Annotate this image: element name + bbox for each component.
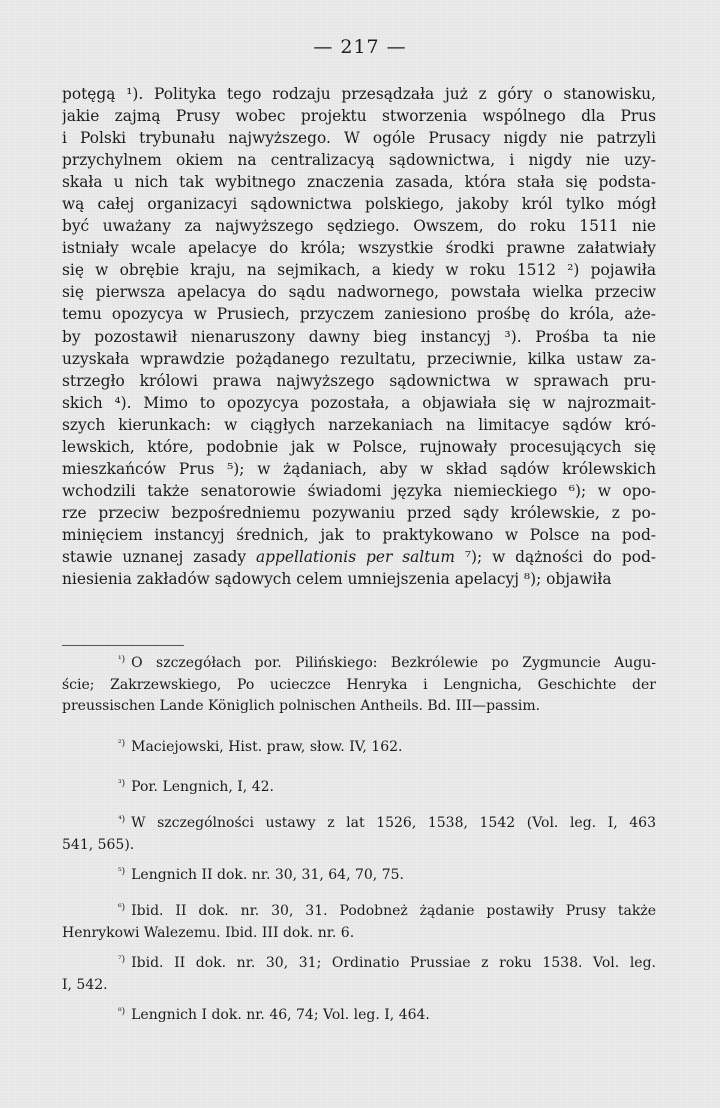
text-line: być uważany za najwyższego sędziego. Owszem, do roku 1511 nie: [62, 217, 656, 236]
text-line: temu opozycya w Prusiech, przyczem zaniesiono prośbę do króla, aże-: [62, 305, 656, 324]
text-line: potęgą ¹). Polityka tego rodzaju przesądzała już z góry o stanowisku,: [62, 85, 656, 103]
text-line: jakie zajmą Prusy wobec projektu stworzenia wspólnego dla Prus: [62, 107, 656, 126]
text-line: wą całej organizacyi sądownictwa polskiego, jakoby król tylko mógł: [62, 195, 656, 214]
footnote-text: ście; Zakrzewskiego, Po ucieczce Henryka i Lengnicha, Geschichte der: [62, 676, 656, 693]
text-line: przychylnem okiem na centralizacyą sądownictwa, i nigdy nie uzy-: [62, 151, 656, 170]
footnote: [62, 901, 656, 944]
text-line: się pierwsza apelacya do sądu nadwornego, powstała wielka przeciw: [62, 283, 656, 302]
footnote-text: Ibid. II dok. nr. 30, 31. Podobneż żądanie postawiły Prusy także: [131, 903, 656, 919]
footnote-text: Henrykowi Walezemu. Ibid. III dok. nr. 6.: [62, 924, 355, 941]
footnote: [62, 865, 656, 887]
text-line: istniały wcale apelacye do króla; wszystkie środki prawne załatwiały: [62, 239, 656, 258]
latin-phrase: appellationis per saltum: [255, 547, 455, 566]
text-line: strzegło królowi prawa najwyższego sądownictwa w sprawach pru-: [62, 371, 656, 390]
text-line: szych kierunkach: w ciągłych narzekaniach na limitacye sądów kró-: [62, 415, 656, 434]
page-number: — 217 —: [313, 36, 407, 58]
footnote-text: 541, 565).: [62, 836, 135, 853]
footnote-marker: ²): [118, 739, 126, 749]
footnote-divider: [62, 645, 184, 646]
text-line: niesienia zakładów sądowych celem umniejszenia apelacyj ⁸); objawiła: [62, 570, 612, 589]
text-line: minięciem instancyj średnich, jak to praktykowano w Polsce na pod-: [62, 525, 656, 544]
footnote-marker: ⁵): [118, 867, 126, 877]
text-line: i Polski trybunału najwyższego. W ogóle Prusacy nigdy nie patrzyli: [62, 129, 656, 148]
footnote-text: Lengnich I dok. nr. 46, 74; Vol. leg. I, 464.: [131, 1007, 430, 1023]
footnote-marker: ³): [118, 779, 126, 789]
footnote-text: preussischen Lande Königlich polnischen Antheils. Bd. III—passim.: [62, 698, 541, 714]
footnote-marker: ⁷): [118, 955, 126, 965]
footnote-text: Lengnich II dok. nr. 30, 31, 64, 70, 75.: [131, 867, 404, 883]
text-line: skała u nich tak wybitnego znaczenia zasada, która stała się podsta-: [62, 173, 656, 192]
footnote-text: Maciejowski, Hist. praw, słow. IV, 162.: [131, 739, 403, 755]
footnote: [62, 813, 656, 856]
footnote-text: Por. Lengnich, I, 42.: [131, 779, 274, 795]
footnote-marker: ⁴): [118, 815, 126, 825]
footnote: [62, 953, 656, 996]
footnote: [62, 737, 656, 759]
footnote-text: O szczegółach por. Pilińskiego: Bezkrólewie po Zygmuncie Augu-: [131, 655, 656, 671]
footnote: [62, 1005, 656, 1027]
footnote: [62, 777, 656, 799]
text-line: lewskich, które, podobnie jak w Polsce, rujnowały procesujących się: [62, 437, 656, 456]
footnote-marker: ⁶): [118, 903, 126, 913]
text-line: wchodzili także senatorowie świadomi języka niemieckiego ⁶); w opo-: [62, 481, 656, 500]
text-line: by pozostawił nienaruszony dawny bieg instancyj ³). Prośba ta nie: [62, 327, 656, 346]
text-line: się w obrębie kraju, na sejmikach, a kiedy w roku 1512 ²) pojawiła: [62, 261, 656, 280]
footnote-marker: ⁸): [118, 1007, 126, 1017]
text-line: skich ⁴). Mimo to opozycya pozostała, a objawiała się w najrozmait-: [62, 393, 656, 412]
main-text: [62, 83, 656, 590]
footnote-text: W szczególności ustawy z lat 1526, 1538, 1542 (Vol. leg. I, 463: [131, 815, 656, 831]
text-line: uzyskała wprawdzie pożądanego rezultatu, przeciwnie, kilka ustaw za-: [62, 349, 656, 368]
footnote-text: I, 542.: [62, 976, 108, 993]
footnote: [62, 653, 656, 718]
footnote-text: Ibid. II dok. nr. 30, 31; Ordinatio Prussiae z roku 1538. Vol. leg.: [131, 955, 656, 971]
text-line: mieszkańców Prus ⁵); w żądaniach, aby w skład sądów królewskich: [62, 459, 656, 478]
text-line: rze przeciw bezpośredniemu pozywaniu przed sądy królewskie, z po-: [62, 503, 656, 522]
text-line: stawie uznanej zasady appellationis per saltum ⁷); w dążności do pod-: [62, 547, 656, 566]
footnote-marker: ¹): [118, 655, 126, 665]
